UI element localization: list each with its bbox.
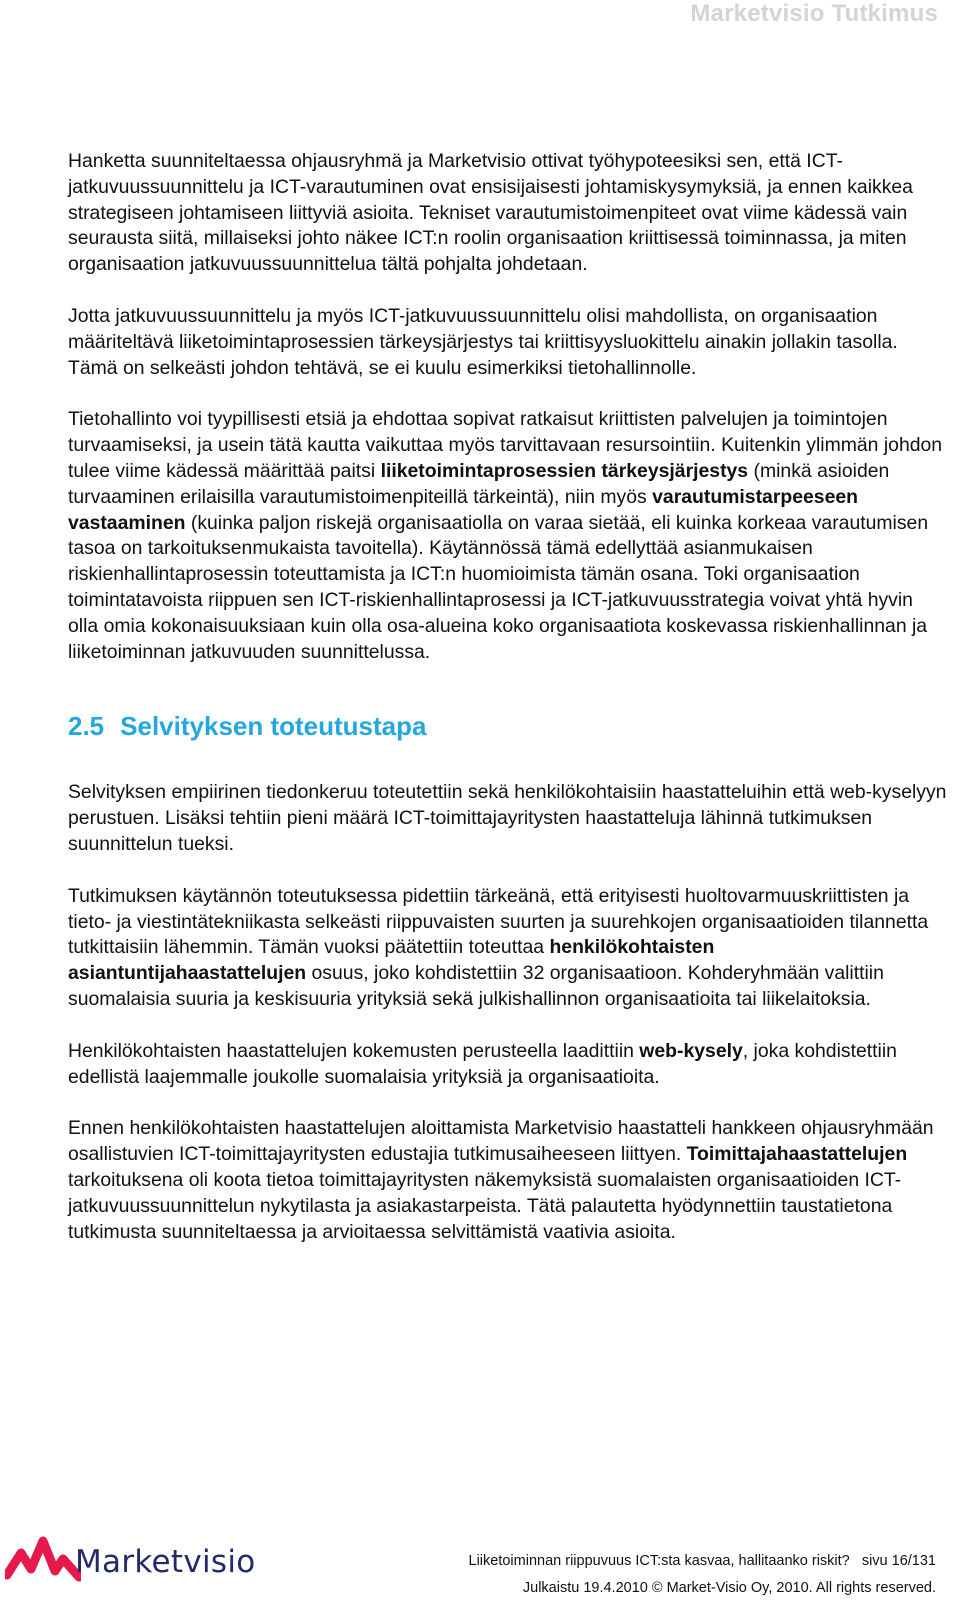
intro-paragraphs	[68, 149, 948, 665]
text-run: , joka kohdistettiin edellistä laajemmalle joukolle suomalaisia yrityksiä ja organisaatioita.	[68, 1039, 897, 1088]
bold-text: varautumistarpeeseen vastaaminen	[68, 485, 858, 534]
page-content	[68, 149, 948, 1271]
paragraph	[68, 1039, 948, 1091]
text-run: (kuinka paljon riskejä organisaatiolla on varaa sietää, eli kuinka korkeaa varautumisen tasoa on tarkoituksenmukaista tavoitella). Käytännössä tämä edellyttää asianmukaisen riskienhallintaprosessin toteuttamista ja ICT:n huomioimista tämän osana. Toki organisaation toimintatavoista riippuen sen ICT-riskienhallintaprosessi ja ICT-jatkuvuusstrategia voivat yhtä hyvin olla omia kokonaisuuksiaan kuin olla osa-alueina koko organisaatiota koskevassa riskienhallinnan ja liiketoiminnan jatkuvuuden suunnittelussa.	[68, 511, 929, 663]
paragraph	[68, 407, 948, 665]
bold-text: liiketoimintaprosessien tärkeysjärjestys	[380, 459, 749, 482]
text-run: osuus, joko kohdistettiin 32 organisaatioon. Kohderyhmään valittiin suomalaisia suuria ja keskisuuria yrityksiä sekä julkishallinnon organisaatioita tai liikelaitoksia.	[68, 962, 884, 1010]
section-paragraphs	[68, 780, 948, 1245]
text-run: tarkoituksena oli koota tietoa toimittajayritysten näkemyksistä suomalaisten organisaatioiden ICT-jatkuvuussuunnittelun nykytilasta ja asiakastarpeista. Tätä palautetta hyödynnettiin taustatietona tutkimusta suunniteltaessa ja arvioitaessa selvittämistä vaativia asioita.	[68, 1168, 902, 1243]
text-run: Selvityksen empiirinen tiedonkeruu toteutettiin sekä henkilökohtaisiin haastatteluihin että web-kyselyyn perustuen. Lisäksi tehtiin pieni määrä ICT-toimittajayritysten haastatteluja lähinnä tutkimuksen suunnittelun tueksi.	[68, 781, 947, 855]
text-run: Hanketta suunniteltaessa ohjausryhmä ja Marketvisio ottivat työhypoteesiksi sen, että ICT-jatkuvuussuunnittelu ja ICT-varautuminen ovat ensisijaisesti johtamiskysymyksiä, ja ennen kaikkea strategiseen johtamiseen liittyviä asioita. Tekniset varautumistoimenpiteet ovat viime kädessä vain seurausta siitä, millaiseksi johto näkee ICT:n roolin organisaation kriittisessä toiminnassa, ja miten organisaation jatkuvuussuunnittelua tältä pohjalta johdetaan.	[68, 150, 913, 276]
text-run: Henkilökohtaisten haastattelujen kokemusten perusteella laadittiin	[68, 1039, 640, 1062]
marketvisio-logo	[5, 1535, 256, 1591]
section-number: 2.5	[68, 711, 105, 742]
text-run: Jotta jatkuvuussuunnittelu ja myös ICT-jatkuvuussuunnittelu olisi mahdollista, on organisaation määriteltävä liiketoimintaprosessien tärkeysjärjestys tai kriittisyysluokittelu ainakin jollakin tasolla. Tämä on selkeästi johdon tehtävä, se ei kuulu esimerkiksi tietohallinnolle.	[68, 304, 898, 379]
paragraph	[68, 304, 948, 381]
section-title: Selvityksen toteutustapa	[120, 711, 427, 742]
bold-text: web-kysely	[639, 1039, 743, 1062]
footer-page-number: sivu 16/131	[861, 1553, 936, 1569]
text-run: Tutkimuksen käytännön toteutuksessa pidettiin tärkeänä, että erityisesti huoltovarmuuskriittisten ja tieto- ja viestintätekniikasta selkeästi riippuvaisten suurten ja suurehkojen organisaatioiden tilannetta tutkittaisiin lähemmin. Tämän vuoksi päätettiin toteuttaa	[68, 884, 929, 959]
paragraph	[68, 1116, 948, 1245]
logo-mark-icon	[5, 1535, 81, 1587]
text-run: Ennen henkilökohtaisten haastattelujen aloittamista Marketvisio haastatteli hankkeen ohjausryhmään osallistuvien ICT-toimittajayritysten edustajia tutkimusaiheeseen liittyen.	[68, 1117, 934, 1166]
paragraph	[68, 884, 948, 1013]
footer-published: Julkaistu 19.4.2010 © Market-Visio Oy, 2010. All rights reserved.	[522, 1580, 936, 1596]
paragraph	[68, 149, 948, 278]
section-heading	[68, 711, 948, 742]
bold-text: Toimittajahaastattelujen	[686, 1143, 908, 1166]
logo-text: Marketvisio	[75, 1544, 256, 1580]
footer-doc-title: Liiketoiminnan riippuvuus ICT:sta kasvaa, hallitaanko riskit?	[468, 1553, 850, 1569]
footer-doc-line	[469, 1553, 936, 1569]
paragraph	[68, 780, 948, 857]
bold-text: henkilökohtaisten asiantuntijahaastattelujen	[68, 936, 715, 985]
text-run: Tietohallinto voi tyypillisesti etsiä ja ehdottaa sopivat ratkaisut kriittisten palvelujen ja toimintojen turvaamiseksi, ja usein tätä kautta vaikuttaa myös tarvittavaan resursointiin. Kuitenkin ylimmän johdon tulee viime kädessä määrittää paitsi	[68, 408, 943, 482]
header-brand: Marketvisio Tutkimus	[690, 0, 938, 27]
text-run: (minkä asioiden turvaaminen erilaisilla varautumistoimenpiteillä tärkeintä), niin myös	[68, 459, 890, 508]
